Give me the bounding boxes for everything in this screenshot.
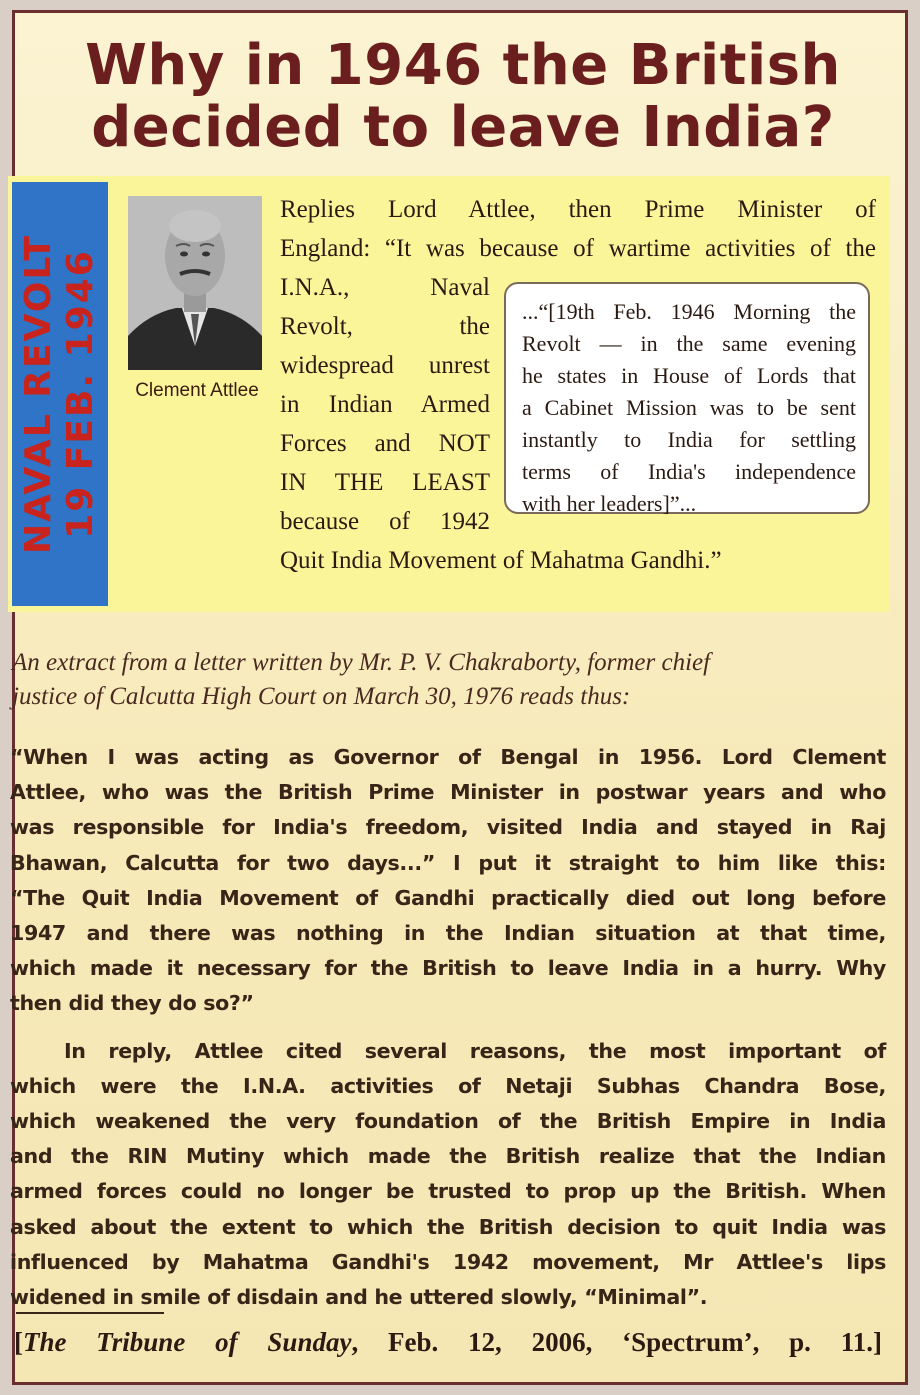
headline-line-1: Why in 1946 the British [85, 33, 841, 98]
body-line: which weakened the very foundation of the British Empire in India [10, 1109, 886, 1134]
portrait-illustration [128, 196, 262, 370]
body-line: Attlee, who was the British Prime Minister in postwar years and who [10, 780, 886, 805]
extract-intro [12, 646, 884, 714]
reply-line: because of 1942 [280, 508, 490, 535]
callout-line: he states in House of Lords that [522, 363, 856, 388]
letter-body [10, 740, 886, 1315]
body-line: then did they do so?” [10, 991, 254, 1016]
extract-line-2: justice of Calcutta High Court on March 30, 1976 reads thus: [12, 683, 631, 710]
callout-line: with her leaders]”... [522, 491, 697, 516]
banner-line-2: 19 FEB. 1946 [60, 249, 101, 539]
footnote-divider [16, 1312, 164, 1314]
body-line: and the RIN Mutiny which made the British realize that the Indian [10, 1144, 886, 1169]
reply-line: Replies Lord Attlee, then Prime Minister of [280, 196, 876, 223]
attlee-portrait-photo [128, 196, 262, 370]
photo-caption: Clement Attlee [135, 380, 259, 401]
reply-line: Quit India Movement of Mahatma Gandhi.” [280, 547, 722, 574]
body-line: armed forces could no longer be trusted to prop up the British. When [10, 1179, 886, 1204]
naval-revolt-banner [12, 182, 108, 606]
reply-line: in Indian Armed [280, 391, 490, 418]
citation-open-bracket: [ [14, 1327, 23, 1357]
body-line: influenced by Mahatma Gandhi's 1942 movement, Mr Attlee's lips [10, 1249, 886, 1274]
body-line: which made it necessary for the British to leave India in a hurry. Why [10, 956, 886, 981]
banner-line-1: NAVAL REVOLT [18, 234, 59, 554]
extract-line-1: An extract from a letter written by Mr. P. V. Chakraborty, former chief [12, 649, 711, 676]
reply-line: IN THE LEAST [280, 469, 490, 496]
headline-line-2: decided to leave India? [91, 95, 835, 160]
reply-line: Revolt, the [280, 313, 490, 340]
headline [15, 35, 911, 159]
callout-line: ...“[19th Feb. 1946 Morning the [522, 299, 856, 324]
body-line: In reply, Attlee cited several reasons, the most important of [64, 1038, 886, 1063]
citation-publication: The Tribune of Sunday [23, 1327, 352, 1357]
body-line: 1947 and there was nothing in the Indian situation at that time, [10, 921, 886, 946]
callout-line: Revolt — in the same evening [522, 331, 856, 356]
body-line: widened in smile of disdain and he uttered slowly, “Minimal”. [10, 1285, 708, 1310]
body-line: which were the I.N.A. activities of Netaji Subhas Chandra Bose, [10, 1073, 886, 1098]
reply-line: widespread unrest [280, 352, 490, 379]
body-line: was responsible for India's freedom, visited India and stayed in Raj [10, 815, 886, 840]
reply-line: Forces and NOT [280, 430, 490, 457]
callout-line: a Cabinet Mission was to be sent [522, 395, 856, 420]
body-line: asked about the extent to which the British decision to quit India was [10, 1214, 886, 1239]
reply-line: I.N.A., Naval [280, 274, 490, 301]
body-line: Bhawan, Calcutta for two days...” I put it straight to him like this: [10, 850, 886, 875]
cabinet-mission-callout [504, 282, 870, 514]
callout-line: instantly to India for settling [522, 427, 856, 452]
callout-line: terms of India's independence [522, 459, 856, 484]
reply-line: England: “It was because of wartime activities of the [280, 235, 876, 262]
source-citation [14, 1322, 882, 1362]
citation-details: , Feb. 12, 2006, ‘Spectrum’, p. 11.] [351, 1327, 882, 1357]
body-line: “The Quit India Movement of Gandhi practically died out long before [10, 885, 886, 910]
body-line: “When I was acting as Governor of Bengal in 1956. Lord Clement [10, 745, 886, 769]
